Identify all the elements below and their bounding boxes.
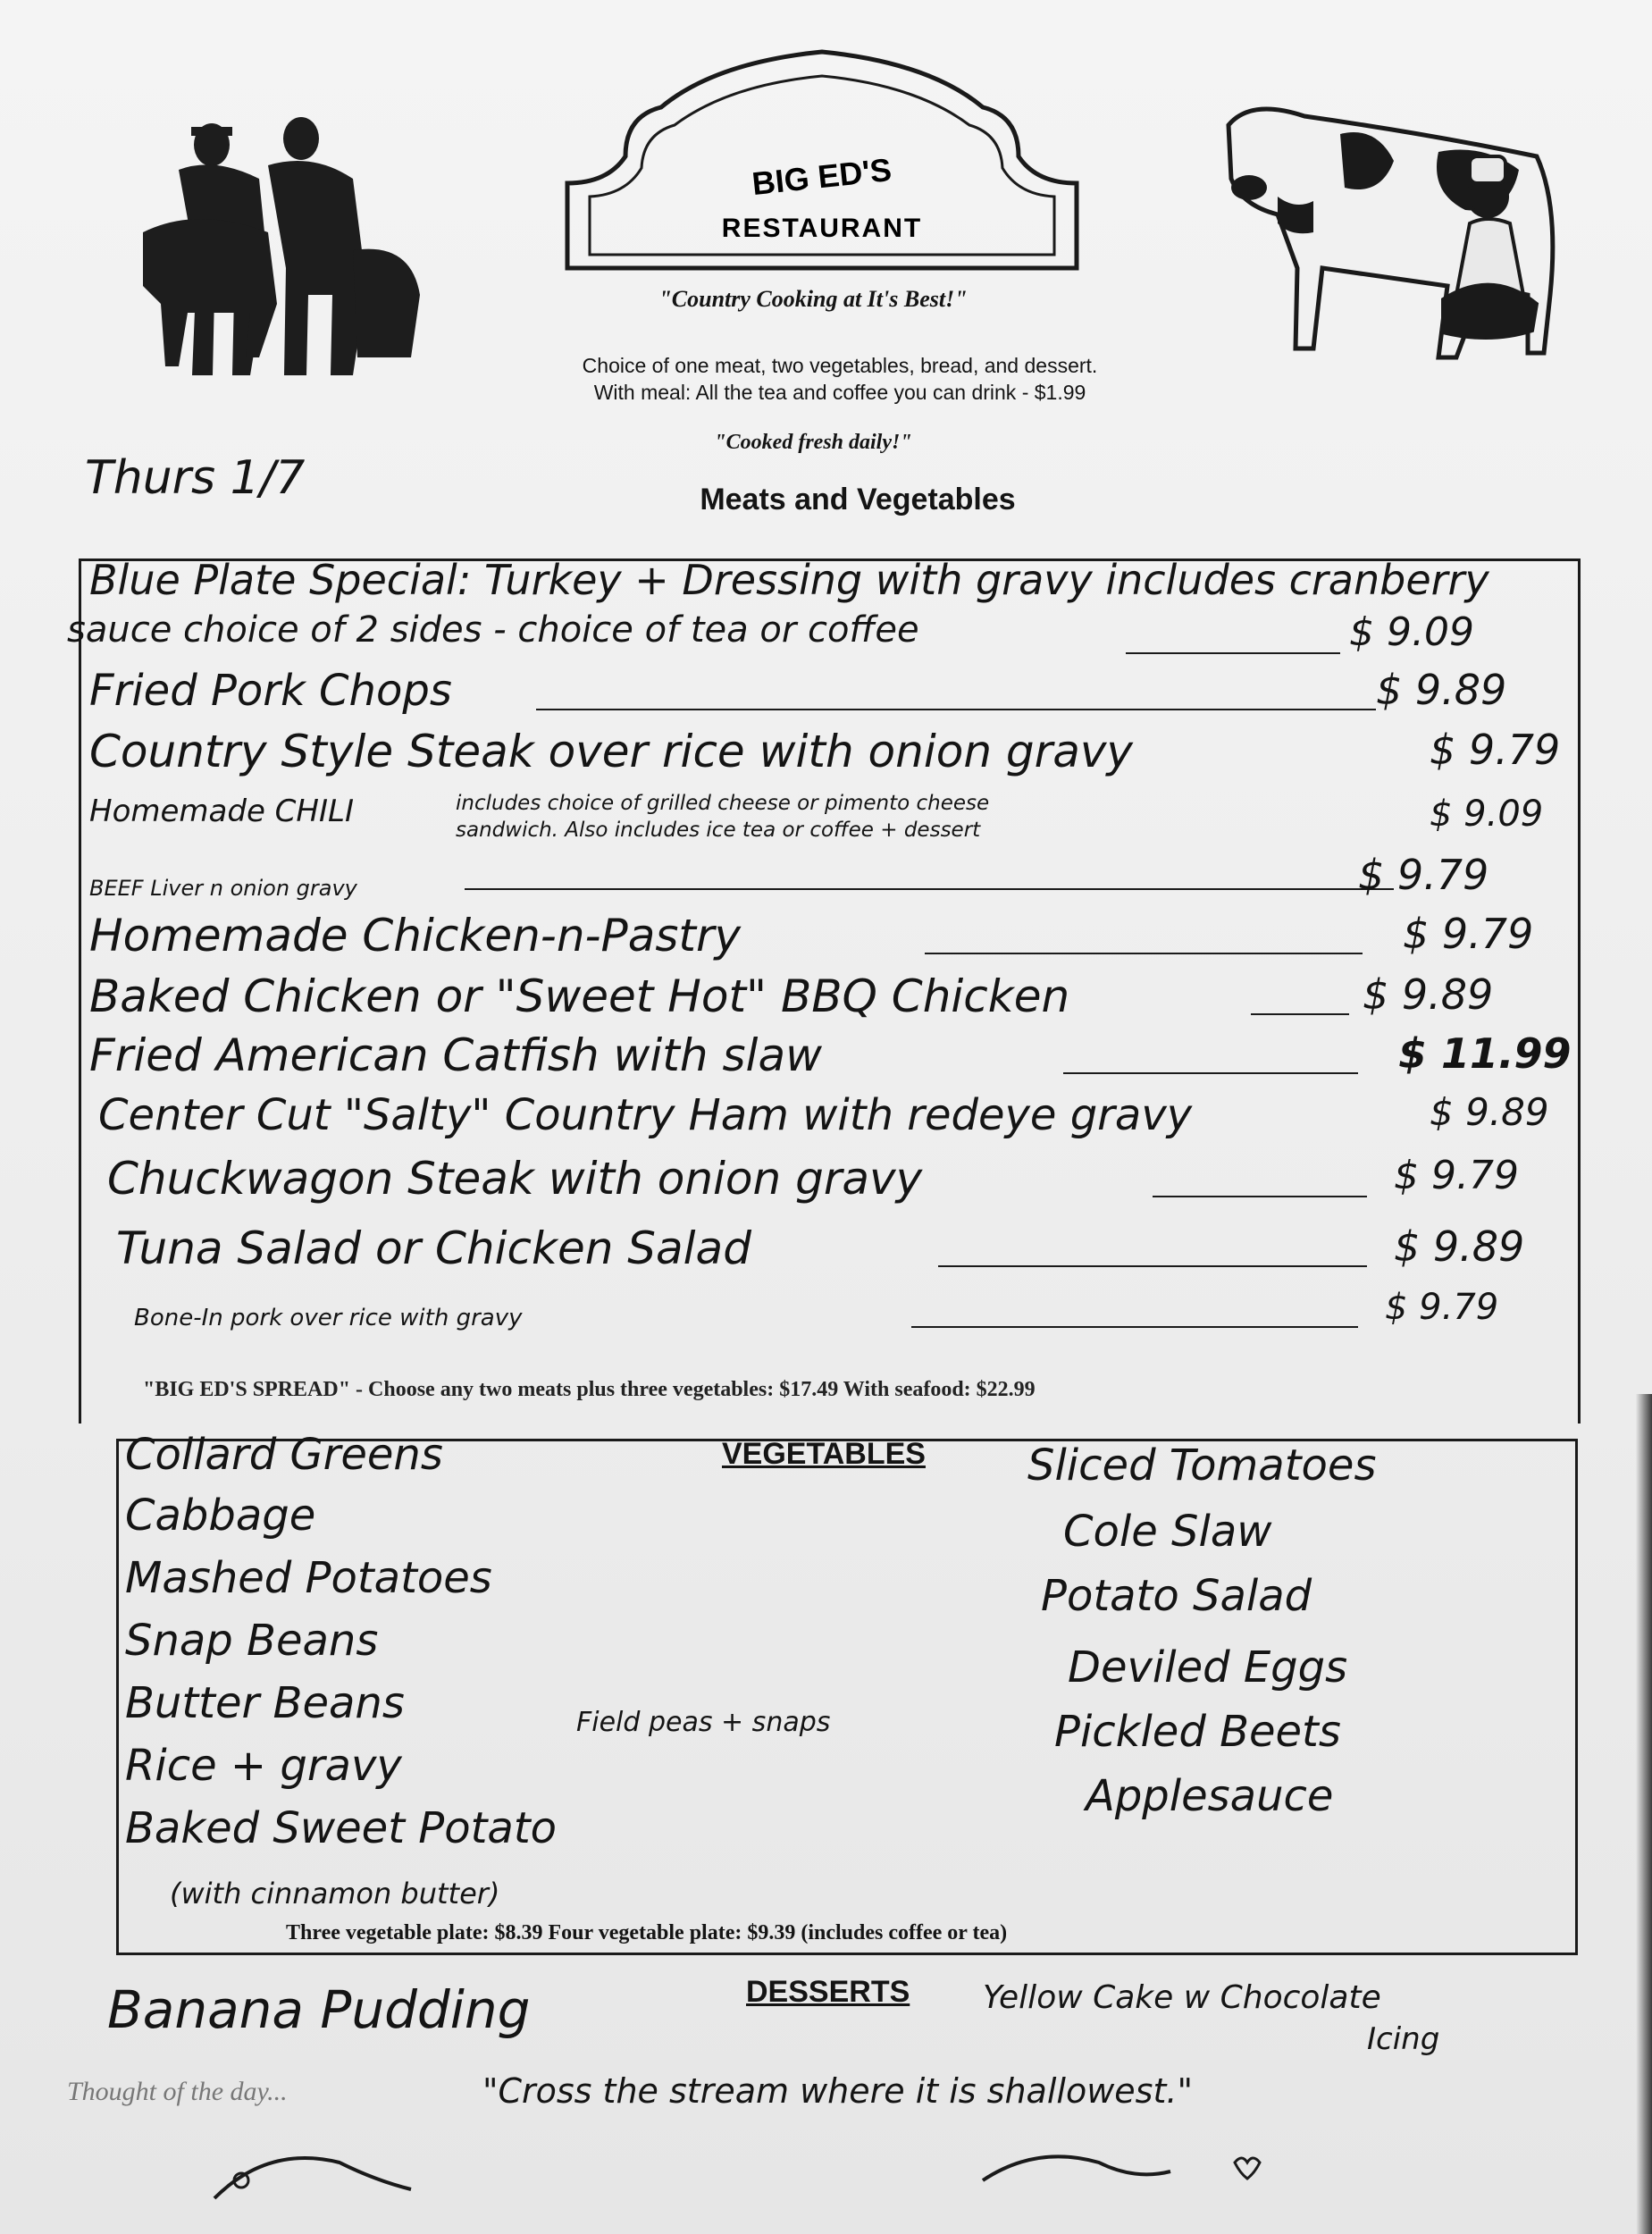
- menu-item-price: $ 9.79: [1394, 1153, 1519, 1198]
- menu-item-price: $ 9.79: [1403, 910, 1534, 958]
- menu-item: [67, 609, 1572, 665]
- price-leader: [911, 1326, 1358, 1328]
- vegetable-item-note: (with cinnamon butter): [170, 1877, 500, 1911]
- dessert-item-line2: Icing: [1367, 2021, 1440, 2057]
- big-eds-spread: "BIG ED'S SPREAD" - Choose any two meats plus three vegetables: $17.49 With seafood: $22.99: [143, 1378, 1036, 1401]
- menu-item: [89, 851, 1572, 906]
- page-shadow-edge: [1636, 1394, 1652, 2234]
- menu-item-price: $ 9.09: [1430, 794, 1544, 835]
- dessert-item: Banana Pudding: [107, 1979, 531, 2040]
- menu-item-name: Center Cut "Salty" Country Ham with redeye gravy: [98, 1090, 1193, 1140]
- price-leader: [1153, 1196, 1367, 1197]
- restaurant-name-line2: RESTAURANT: [721, 214, 923, 243]
- menu-item: [89, 794, 1572, 849]
- restaurant-name-line1: BIG ED'S: [750, 150, 893, 203]
- price-leader: [1063, 1072, 1358, 1074]
- wave-doodle: [983, 2156, 1170, 2180]
- vegetable-item: Applesauce: [1086, 1771, 1334, 1821]
- vegetable-item: Baked Sweet Potato: [125, 1803, 557, 1853]
- vegetable-item: Cabbage: [125, 1491, 316, 1541]
- price-leader: [465, 888, 1394, 890]
- menu-item-note: includes choice of grilled cheese or pimento cheese: [456, 792, 990, 815]
- menu-item-name: Tuna Salad or Chicken Salad: [116, 1222, 751, 1274]
- fresh-line: "Cooked fresh daily!": [714, 431, 912, 454]
- tagline: "Country Cooking at It's Best!": [658, 286, 968, 312]
- squiggle-doodle: [214, 2158, 411, 2198]
- menu-item-name: Country Style Steak over rice with onion gravy: [89, 726, 1134, 777]
- vegetable-item: Snap Beans: [125, 1616, 379, 1666]
- vegetable-item: Pickled Beets: [1054, 1707, 1341, 1757]
- thought-of-the-day: "Cross the stream where it is shallowest.": [482, 2071, 1193, 2111]
- vegetable-item: Rice + gravy: [125, 1741, 402, 1791]
- price-leader: [925, 953, 1363, 954]
- menu-item-price: $ 9.79: [1358, 851, 1489, 899]
- desserts-title: DESSERTS: [746, 1975, 910, 2009]
- menu-item-name: Homemade CHILI: [89, 794, 354, 829]
- price-leader: [938, 1265, 1367, 1267]
- menu-item: [89, 970, 1572, 1026]
- date-note: Thurs 1/7: [85, 451, 306, 505]
- menu-item-price: $ 9.89: [1394, 1222, 1525, 1271]
- menu-item: [89, 1287, 1572, 1342]
- menu-item-price: $ 9.89: [1376, 666, 1507, 714]
- menu-item-price: $ 9.79: [1385, 1287, 1499, 1328]
- menu-item: [89, 726, 1572, 781]
- doodles: [0, 2127, 1652, 2234]
- menu-item: [89, 1153, 1572, 1208]
- menu-item-name: Homemade Chicken-n-Pastry: [89, 910, 742, 962]
- dessert-item: Yellow Cake w Chocolate: [983, 1979, 1381, 2016]
- menu-item-name: Blue Plate Special: Turkey + Dressing with gravy includes cranberry: [89, 556, 1489, 604]
- vegetable-item: Field peas + snaps: [576, 1707, 831, 1738]
- menu-item-price: $ 11.99: [1398, 1029, 1572, 1078]
- small-heart-doodle: [1235, 2158, 1260, 2179]
- vegetable-item: Sliced Tomatoes: [1027, 1440, 1377, 1491]
- vegetable-item: Mashed Potatoes: [125, 1553, 492, 1603]
- header-artwork: [0, 0, 1652, 500]
- drink-line: With meal: All the tea and coffee you can drink - $1.99: [593, 381, 1086, 404]
- menu-item-price: $ 9.89: [1363, 970, 1494, 1019]
- price-leader: [536, 709, 1376, 710]
- menu-item: [89, 1029, 1572, 1085]
- menu-item-price: $ 9.09: [1349, 609, 1474, 655]
- menu-item-name: BEEF Liver n onion gravy: [89, 876, 357, 901]
- price-leader: [1126, 652, 1340, 654]
- menu-item: [89, 1222, 1572, 1278]
- vegetable-item: Butter Beans: [125, 1678, 405, 1728]
- vegetable-item: Collard Greens: [125, 1430, 443, 1480]
- meats-section-title: Meats and Vegetables: [700, 483, 1016, 517]
- menu-item-name: Fried American Catfish with slaw: [89, 1029, 822, 1081]
- menu-item-price: $ 9.79: [1430, 726, 1561, 774]
- menu-item-detail: sauce choice of 2 sides - choice of tea or coffee: [67, 609, 919, 651]
- thought-label: Thought of the day...: [67, 2077, 288, 2106]
- choice-line: Choice of one meat, two vegetables, bread, and dessert.: [582, 354, 1098, 377]
- vegetable-item: Cole Slaw: [1063, 1507, 1272, 1557]
- menu-item-price: $ 9.89: [1430, 1090, 1549, 1134]
- menu-item: [89, 910, 1572, 965]
- menu-item: [89, 1090, 1572, 1146]
- vegetables-title: VEGETABLES: [722, 1437, 926, 1471]
- farmer-silhouette-icon: [143, 117, 420, 375]
- menu-item-name: Bone-In pork over rice with gravy: [134, 1305, 523, 1331]
- menu-item: [89, 666, 1572, 721]
- menu-item-name: Chuckwagon Steak with onion gravy: [107, 1153, 923, 1205]
- vegetable-plate-prices: Three vegetable plate: $8.39 Four vegetable plate: $9.39 (includes coffee or tea): [286, 1921, 1008, 1944]
- menu-item-note-line2: sandwich. Also includes ice tea or coffee + dessert: [456, 819, 981, 842]
- menu-item-name: Baked Chicken or "Sweet Hot" BBQ Chicken: [89, 970, 1070, 1022]
- menu-item-name: Fried Pork Chops: [89, 666, 452, 716]
- price-leader: [1251, 1013, 1349, 1015]
- vegetable-item: Deviled Eggs: [1068, 1642, 1348, 1692]
- vegetable-item: Potato Salad: [1041, 1571, 1312, 1621]
- menu-item: [89, 556, 1572, 611]
